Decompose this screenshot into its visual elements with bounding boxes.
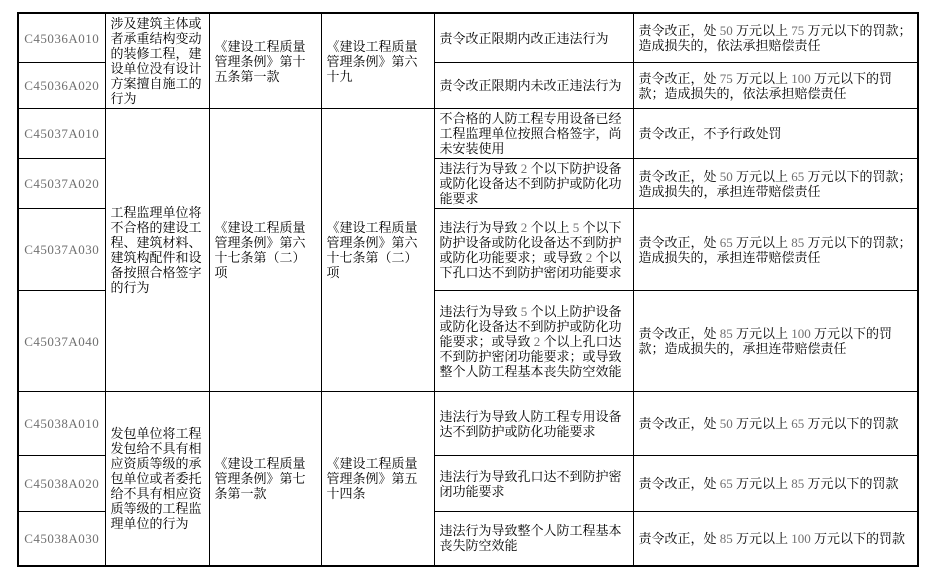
violation-cell: 违法行为导致孔口达不到防护密闭功能要求: [434, 456, 633, 512]
behavior-cell: 工程监理单位将不合格的建设工程、建筑材料、建筑构配件和设备按照合格签字的行为: [105, 109, 209, 392]
behavior-cell: 涉及建筑主体或者承重结构变动的装修工程，建设单位没有设计方案擅自施工的行为: [105, 13, 209, 109]
penalty-cell: 责令改正，处 85 万元以上 100 万元以下的罚款: [633, 512, 918, 566]
legal-basis-cell: 《建设工程质量管理条例》第十五条第一款: [209, 13, 321, 109]
penalty-cell: 责令改正，处 50 万元以上 75 万元以下的罚款；造成损失的，依法承担赔偿责任: [633, 13, 918, 63]
behavior-cell: 发包单位将工程发包给不具有相应资质等级的承包单位或者委托给不具有相应资质等级的工程监理单位的行为: [105, 392, 209, 566]
secondary-basis-cell: 《建设工程质量管理条例》第六十七条第（二）项: [321, 109, 434, 392]
code-cell: C45038A020: [18, 456, 105, 512]
violation-cell: 违法行为导致 5 个以上防护设备或防化设备达不到防护或防化功能要求；或导致 2 个以上孔口达不到防护密闭功能要求；或导致整个人防工程基本丧失防空效能: [434, 291, 633, 392]
code-cell: C45037A030: [18, 209, 105, 291]
violation-cell: 违法行为导致 2 个以上 5 个以下防护设备或防化设备达不到防护或防化功能要求；或导致 2 个以下孔口达不到防护密闭功能要求: [434, 209, 633, 291]
code-cell: C45038A030: [18, 512, 105, 566]
penalty-cell: 责令改正，处 65 万元以上 85 万元以下的罚款；造成损失的，承担连带赔偿责任: [633, 209, 918, 291]
penalty-cell: 责令改正，处 75 万元以上 100 万元以下的罚款；造成损失的，依法承担赔偿责任: [633, 63, 918, 109]
code-cell: C45037A010: [18, 109, 105, 159]
table-row: [18, 392, 918, 456]
table-row: [18, 13, 918, 63]
penalty-cell: 责令改正，处 85 万元以上 100 万元以下的罚款；造成损失的，承担连带赔偿责任: [633, 291, 918, 392]
penalty-cell: 责令改正，处 50 万元以上 65 万元以下的罚款；造成损失的，承担连带赔偿责任: [633, 159, 918, 209]
legal-basis-cell: 《建设工程质量管理条例》第六十七条第（二）项: [209, 109, 321, 392]
violation-cell: 责令改正限期内未改正违法行为: [434, 63, 633, 109]
violation-cell: 不合格的人防工程专用设备已经工程监理单位按照合格签字，尚未安装使用: [434, 109, 633, 159]
penalty-cell: 责令改正，处 65 万元以上 85 万元以下的罚款: [633, 456, 918, 512]
code-cell: C45038A010: [18, 392, 105, 456]
violation-cell: 违法行为导致 2 个以下防护设备或防化设备达不到防护或防化功能要求: [434, 159, 633, 209]
secondary-basis-cell: 《建设工程质量管理条例》第五十四条: [321, 392, 434, 566]
penalty-table: [17, 12, 919, 567]
violation-cell: 违法行为导致人防工程专用设备达不到防护或防化功能要求: [434, 392, 633, 456]
code-cell: C45036A010: [18, 13, 105, 63]
code-cell: C45037A020: [18, 159, 105, 209]
code-cell: C45037A040: [18, 291, 105, 392]
violation-cell: 责令改正限期内改正违法行为: [434, 13, 633, 63]
table-row: [18, 109, 918, 159]
code-cell: C45036A020: [18, 63, 105, 109]
secondary-basis-cell: 《建设工程质量管理条例》第六十九: [321, 13, 434, 109]
penalty-cell: 责令改正，不予行政处罚: [633, 109, 918, 159]
penalty-cell: 责令改正，处 50 万元以上 65 万元以下的罚款: [633, 392, 918, 456]
legal-basis-cell: 《建设工程质量管理条例》第七条第一款: [209, 392, 321, 566]
violation-cell: 违法行为导致整个人防工程基本丧失防空效能: [434, 512, 633, 566]
penalty-document: [17, 12, 919, 567]
